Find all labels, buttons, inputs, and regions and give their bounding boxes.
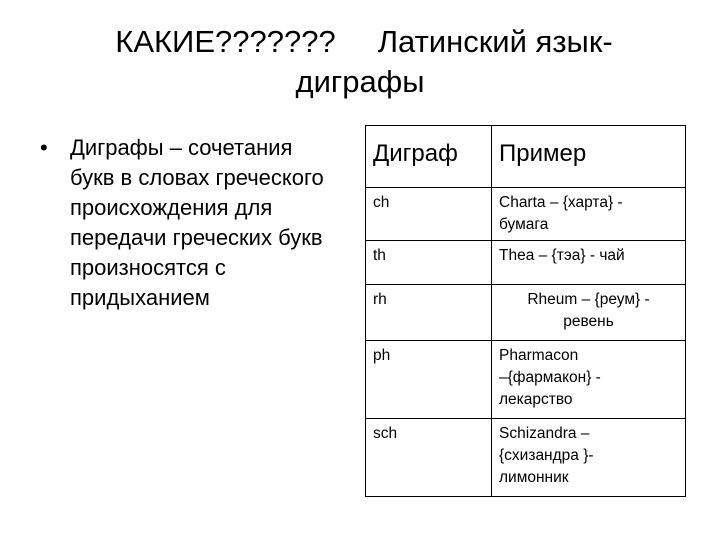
cell-example [492, 341, 686, 419]
cell-digraph: th [366, 241, 492, 285]
digraph-table [365, 125, 686, 497]
cell-example [492, 419, 686, 497]
table-row [366, 419, 686, 497]
bullet-item [40, 133, 340, 313]
header-digraph: Диграф [366, 126, 492, 188]
example-line: Pharmacon [499, 347, 579, 364]
example-line: бумага [499, 216, 549, 233]
header-example: Пример [492, 126, 686, 188]
table-row [366, 188, 686, 241]
bullet-icon: • [40, 135, 48, 160]
example-line: –{фармакон} - [499, 369, 601, 386]
example-line: ревень [563, 313, 614, 330]
cell-digraph: ch [366, 188, 492, 241]
example-line: лекарство [499, 391, 573, 408]
cell-digraph: ph [366, 341, 492, 419]
title-question: КАКИЕ??????? [115, 24, 336, 59]
cell-example [492, 285, 686, 341]
example-line: {схизандра }- [499, 447, 594, 464]
table-row [366, 285, 686, 341]
bullet-text: Диграфы – сочетания букв в словах греческого происхождения для передачи греческих букв произносятся с придыханием [70, 135, 324, 310]
title-line-2: диграфы [295, 64, 425, 99]
example-line: Rheum – {реум} - [527, 291, 650, 308]
cell-example [492, 188, 686, 241]
cell-example [492, 241, 686, 285]
example-line: Thea – {тэа} - чай [499, 247, 625, 264]
slide-title [0, 22, 720, 102]
title-subject: Латинский язык- [377, 24, 613, 59]
table-row [366, 341, 686, 419]
cell-digraph: rh [366, 285, 492, 341]
table-header-row [366, 126, 686, 188]
example-line: лимонник [499, 469, 569, 486]
cell-digraph: sch [366, 419, 492, 497]
example-line: Charta – {харта} - [499, 194, 623, 211]
title-line-1 [0, 22, 720, 62]
example-line: Schizandra – [499, 425, 590, 442]
table-row [366, 241, 686, 285]
